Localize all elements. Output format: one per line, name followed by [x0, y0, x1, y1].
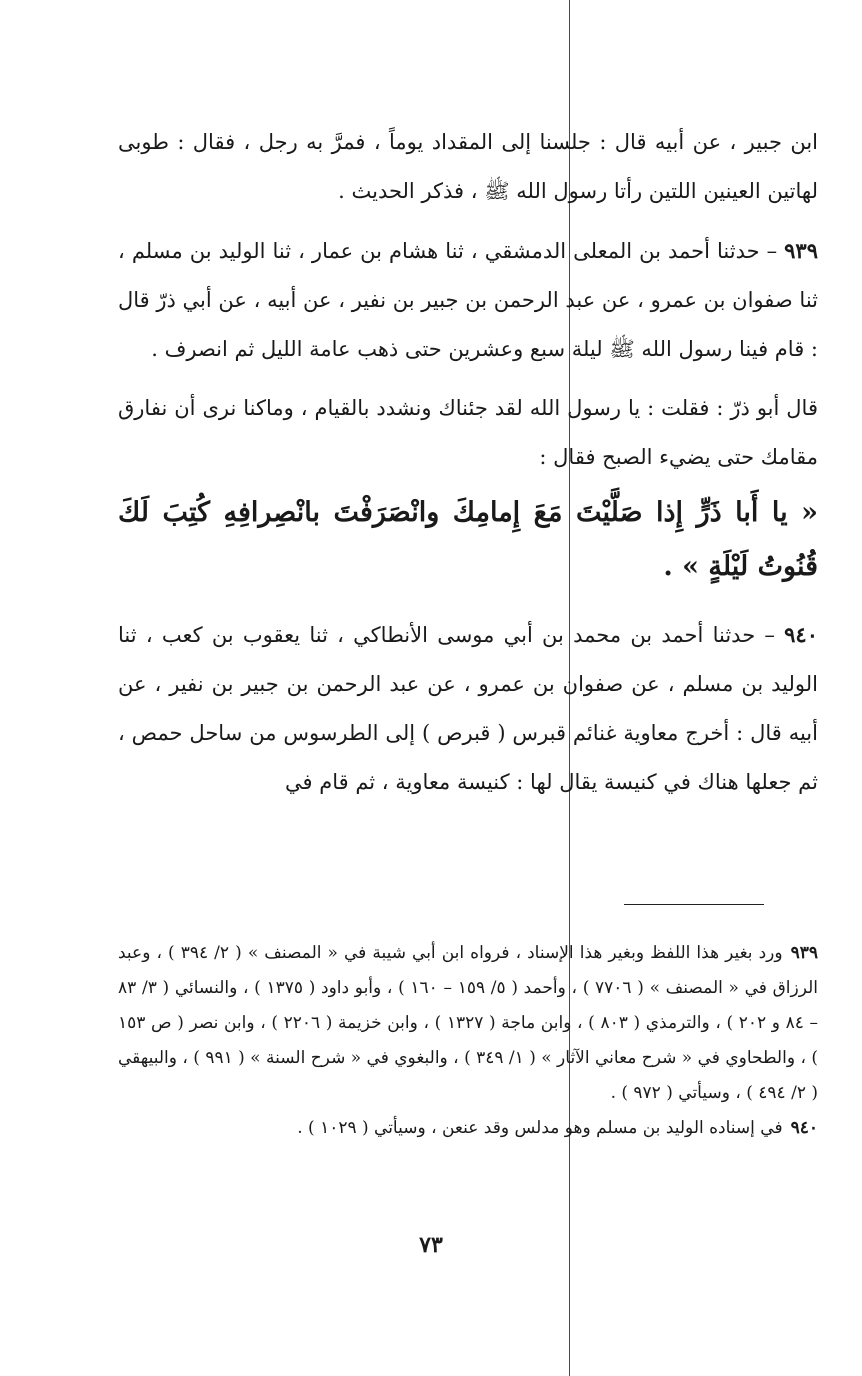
footnote-text: في إسناده الوليد بن مسلم وهو مدلس وقد عنعن ، وسيأتي ( ١٠٢٩ ) . — [297, 1118, 783, 1138]
footnote-number: ٩٤٠ — [790, 1118, 818, 1138]
hadith-939 — [118, 226, 818, 374]
footnote-940 — [118, 1111, 818, 1146]
hadith-text: – حدثنا أحمد بن المعلى الدمشقي ، ثنا هشام بن عمار ، ثنا الوليد بن مسلم ، ثنا صفوان بن عمرو ، عن عبد الرحمن بن جبير بن نفير ، عن أبيه ، عن أبي ذرّ قال : قام فينا رسول الله ﷺ ليلة سبع وعشرين حتى ذهب عامة الليل ثم انصرف . — [118, 239, 818, 361]
footnote-text: ورد بغير هذا اللفظ وبغير هذا الإسناد ، فرواه ابن أبي شيبة في « المصنف » ( ٢/ ٣٩٤ ) ، وعبد الرزاق في « المصنف » ( ٧٧٠٦ ) ، وأحمد ( ٥/ ١٥٩ – ١٦٠ ) ، وأبو داود ( ١٣٧٥ ) ، والنسائي ( ٣/ ٨٣ – ٨٤ و ٢٠٢ ) ، والترمذي ( ٨٠٣ ) ، وابن ماجة ( ١٣٢٧ ) ، وابن خزيمة ( ٢٢٠٦ ) ، وابن نصر ( ص ١٥٣ ) ، والطحاوي في « شرح معاني الآثار » ( ١/ ٣٤٩ ) ، والبغوي في « شرح السنة » ( ٩٩١ ) ، والبيهقي ( ٢/ ٤٩٤ ) ، وسيأتي ( ٩٧٢ ) . — [118, 943, 819, 1103]
footnotes — [118, 936, 818, 1146]
footnote-number: ٩٣٩ — [790, 943, 818, 963]
main-text — [118, 118, 818, 807]
hadith-number: ٩٤٠ — [784, 622, 818, 647]
hadith-940 — [118, 610, 818, 807]
footnote-divider — [624, 904, 764, 905]
paragraph-abu-dharr — [118, 384, 818, 482]
paragraph-continuation — [118, 118, 818, 216]
paragraph-text: ابن جبير ، عن أبيه قال : جلسنا إلى المقداد يوماً ، فمرَّ به رجل ، فقال : طوبى لهاتين العينين اللتين رأتا رسول الله ﷺ ، فذكر الحديث . — [118, 130, 818, 203]
paragraph-text: قال أبو ذرّ : فقلت : يا رسول الله لقد جئناك ونشدد بالقيام ، وماكنا نرى أن نفارق مقامك حتى يضيء الصبح فقال : — [118, 396, 818, 469]
prophetic-quote — [118, 486, 818, 594]
hadith-number: ٩٣٩ — [784, 238, 818, 263]
page-number: ٧٣ — [419, 1232, 443, 1258]
quote-text: « يا أَبا ذَرٍّ إِذا صَلَّيْتَ مَعَ إِمامِكَ وانْصَرَفْتَ بانْصِرافِهِ كُتِبَ لَكَ قُنُوتُ لَيْلَةٍ » . — [118, 497, 818, 582]
hadith-text: – حدثنا أحمد بن محمد بن أبي موسى الأنطاكي ، ثنا يعقوب بن كعب ، ثنا الوليد بن مسلم ، عن صفوان بن عمرو ، عن عبد الرحمن بن جبير بن نفير ، عن أبيه قال : أخرج معاوية غنائم قبرس ( قبرص ) إلى الطرسوس من ساحل حمص ، ثم جعلها هناك في كنيسة يقال لها : كنيسة معاوية ، ثم قام في — [118, 623, 818, 794]
footnote-939 — [118, 936, 818, 1111]
